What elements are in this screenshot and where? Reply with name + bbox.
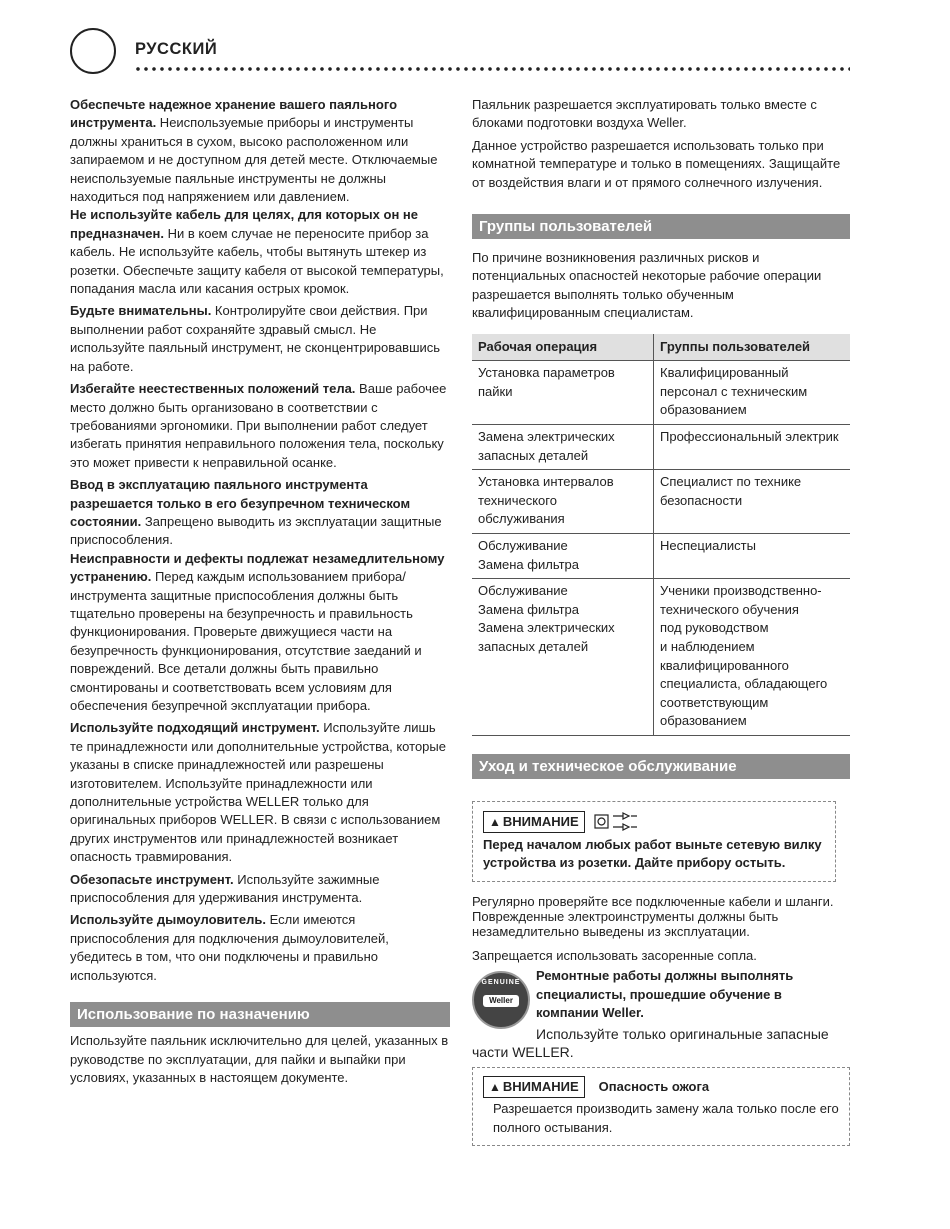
warning-box-burn (472, 1067, 850, 1146)
warning-label (483, 1076, 585, 1098)
warning-triangle-icon: ▲ (489, 1080, 501, 1095)
paragraph-storage (70, 96, 450, 206)
table-row (472, 579, 850, 736)
posture-heading: Избегайте неестественных положений тела. (70, 381, 356, 397)
secure-heading: Обезопасьте инструмент. (70, 871, 234, 887)
table-cell: Установка интервалов технического обслуживания (472, 470, 654, 534)
cable-heading: Не используйте кабель для целях, для которых он не предназначен. (70, 207, 418, 241)
table-row (472, 361, 850, 425)
warning-label (483, 811, 585, 833)
cable-text: Ни в коем случае не переносите прибор за кабель. Не используйте кабель, чтобы вытянуть штекер из розетки. Обеспечьте защиту кабеля от высокой температуры, попадания масла или касания острых кромок. (70, 225, 444, 297)
commissioning-text: Запрещено выводить из эксплуатации защитные приспособления. (70, 513, 442, 548)
section-care: Уход и техническое обслуживание (472, 754, 850, 779)
logo-text-weller: Weller (483, 995, 519, 1007)
fume-heading: Используйте дымоуловитель. (70, 912, 266, 928)
attention-heading: Будьте внимательны. (70, 303, 212, 319)
table-cell: Ученики производственно-технического обучения под руководством и наблюдением квалифицированного специалиста, обладающего соответствующим образованием (654, 579, 851, 736)
secure-text: Используйте зажимные приспособления для удерживания инструмента. (70, 871, 380, 906)
user-groups-text: По причине возникновения различных рисков и потенциальных опасностей некоторые рабочие операции разрешается выполнять только обученным квалифицированным специалистам. (472, 250, 822, 321)
section-intended-use: Использование по назначению (70, 1002, 450, 1027)
paragraph-air-units: Паяльник разрешается эксплуатировать только вместе с блоками подготовки воздуха Weller. (472, 97, 817, 131)
section-user-groups: Группы пользователей (472, 214, 850, 239)
table-cell: Обслуживание Замена фильтра Замена электрических запасных деталей (472, 579, 654, 736)
logo-text-genuine: GENUINE (481, 979, 521, 987)
paragraph-attention (70, 302, 450, 376)
paragraph-check-cables: Регулярно проверяйте все подключенные кабели и шланги. Поврежденные электроинструменты должны быть незамедлительно выведены из эксплуатации. (472, 893, 834, 939)
burn-hazard-title: Опасность ожога (598, 1078, 710, 1094)
attention-text: Контролируйте свои действия. При выполнении работ сохраняйте здравый смысл. Не используйте паяльный инструмент, не сконцентрировавшись на работе. (70, 303, 441, 374)
genuine-parts-block (472, 969, 850, 1061)
table-cell: Неспециалисты (654, 534, 851, 579)
tool-heading: Используйте подходящий инструмент. (70, 720, 320, 736)
commissioning-heading: Ввод в эксплуатацию паяльного инструмента разрешается только в его безупречном техническом состоянии. (70, 477, 411, 529)
table-header-groups: Группы пользователей (654, 334, 851, 361)
warning-label-text: ВНИМАНИЕ (502, 813, 579, 829)
table-header-row (472, 334, 850, 361)
fume-text: Если имеются приспособления для подключения дымоуловителей, убедитесь в том, что они подключены и правильно используются. (70, 912, 389, 983)
table-cell: Обслуживание Замена фильтра (472, 534, 654, 579)
table-cell: Профессиональный электрик (654, 425, 851, 470)
defects-text: Перед каждым использованием прибора/инструмента защитные приспособления должны быть тщательно проверены на безупречность и правильность функционирования. Проверьте движущиеся части на безупречность функционирования, отсутствие заеданий и повреждений. Все детали должны быть правильно смонтированы и соответствовать всем условиям для обеспечения безупречной эксплуатации прибора. (70, 569, 422, 713)
paragraph-cable (70, 206, 450, 298)
defects-heading: Неисправности и дефекты подлежат незамедлительному устранению. (70, 550, 445, 585)
page-title: РУССКИЙ (135, 40, 218, 58)
original-parts-text: Используйте только оригинальные запасные части WELLER. (472, 1026, 829, 1061)
dotted-divider (134, 66, 850, 72)
table-cell: Установка параметров пайки (472, 361, 654, 425)
warning-label-text: ВНИМАНИЕ (502, 1079, 579, 1095)
storage-text: Неиспользуемые приборы и инструменты должны храниться в сухом, высоко расположенном или запираемом и не доступном для детей месте. Отключаемые неиспользуемые паяльные инструменты не должны находиться под напряжением или давлением. (70, 115, 438, 205)
tool-text: Используйте лишь те принадлежности или дополнительные устройства, которые указаны в списке принадлежностей или разрешены изготовителем. Используйте принадлежности или дополнительные устройства WELLER только для оригинальных приборов WELLER. В связи с использованием других инструментов или принадлежностей возникает опасность травмирования. (70, 720, 446, 865)
table-cell: Замена электрических запасных деталей (472, 425, 654, 470)
right-column (472, 96, 850, 1146)
table-cell: Специалист по технике безопасности (654, 470, 851, 534)
paragraph-posture (70, 380, 450, 472)
paragraph-tool (70, 719, 450, 866)
storage-heading: Обеспечьте надежное хранение вашего паяльного инструмента. (70, 97, 398, 131)
warning-unplug-text: Перед началом любых работ выньте сетевую вилку устройства из розетки. Дайте прибору остыть. (483, 836, 822, 871)
warning-triangle-icon: ▲ (489, 814, 501, 829)
paragraph-secure (70, 871, 450, 908)
user-groups-table (472, 334, 850, 736)
language-circle-icon (70, 28, 116, 74)
posture-text: Ваше рабочее место должно быть организовано в соответствии с требованиями эргономики. При выполнении работ следует избегать принятия неправильного положения тела, поскольку это может привести к неправильной осанке. (70, 381, 447, 470)
repair-text: Ремонтные работы должны выполнять специалисты, прошедшие обучение в компании Weller. (536, 968, 794, 1020)
paragraph-room-temp: Данное устройство разрешается использовать только при комнатной температуре и только в помещениях. Защищайте от воздействия влаги и от прямого солнечного излучения. (472, 137, 841, 190)
table-header-operation: Рабочая операция (472, 334, 654, 361)
table-row (472, 425, 850, 470)
paragraph-commissioning (70, 476, 450, 550)
warning-box-unplug (472, 801, 836, 882)
left-column (70, 96, 450, 1091)
paragraph-nozzles: Запрещается использовать засоренные сопла. (472, 947, 757, 963)
warning-burn-text: Разрешается производить замену жала только после его полного остывания. (493, 1101, 839, 1135)
intended-use-text: Используйте паяльник исключительно для целей, указанных в руководстве по эксплуатации, для пайки и выпайки при условиях, указанных в настоящем документе. (70, 1033, 449, 1085)
unplug-icon (593, 810, 641, 834)
table-row (472, 534, 850, 579)
table-cell: Квалифицированный персонал с техническим образованием (654, 361, 851, 425)
table-row (472, 470, 850, 534)
weller-genuine-logo (472, 971, 530, 1029)
paragraph-defects (70, 550, 450, 716)
paragraph-fume (70, 911, 450, 985)
